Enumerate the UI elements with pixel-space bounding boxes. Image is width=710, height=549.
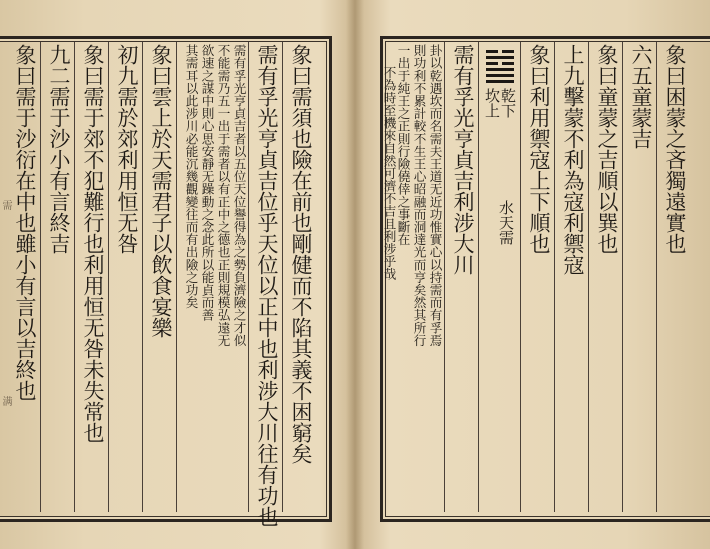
left-commentary-2: 不能需乃五一出于需者以有正中之德也正則規模弘遠无 [215,44,231,347]
hexagram-line [486,56,514,59]
right-commentary-3: 一出于純王之正則行險僥倖之事斷在 [395,44,411,246]
left-rule-2 [248,42,249,512]
left-col-5: 初九需於郊利用恒无咎 [115,44,139,254]
left-col-4: 象曰雲上於天需君子以飲食宴樂 [149,44,173,338]
right-rule-2 [622,42,623,512]
right-commentary-1: 卦以乾遇坎而名需夫王道无近功惟實心以持需而有孚焉 [427,44,443,347]
right-rule-5 [520,42,521,512]
left-col-8: 象曰需于沙衍在中也雖小有言以吉終也 [13,44,37,401]
hexagram-line [486,50,514,53]
right-col-4: 上九擊蒙不利為寇利禦寇 [561,44,585,275]
hexagram-name: 水天需 [497,200,515,245]
right-commentary-2: 則功利不累計較不生王心昭融而洞達光而亨矣然其所行 [411,44,427,347]
left-rule-3 [176,42,177,512]
left-col-7: 九二需于沙小有言終吉 [47,44,71,254]
left-edge-mark-2: 满 [0,396,11,406]
hexagram-xu-icon [486,50,514,86]
right-rule-6 [478,42,479,512]
right-rule-7 [444,42,445,512]
left-col-1: 象曰需須也險在前也剛健而不陷其義不困窮矣 [289,44,313,464]
hexagram-line [486,62,514,65]
trigram-lower-label: 乾下 [499,88,517,118]
left-edge-mark-1: 需 [0,200,11,210]
left-col-6: 象曰需于郊不犯難行也利用恒无咎未失常也 [81,44,105,443]
hexagram-line [486,68,514,71]
left-rule-5 [108,42,109,512]
right-rule-3 [588,42,589,512]
right-commentary-4: 不為時至機來自然可濟不吉且利涉乎哉 [381,66,397,281]
left-commentary-4: 其需耳以此涉川必能沉幾觀變往而有出險之功矣 [183,44,199,309]
left-rule-1 [282,42,283,512]
left-rule-7 [40,42,41,512]
right-col-3: 象曰童蒙之吉順以巽也 [595,44,619,254]
left-page [0,0,352,549]
right-col-1: 象曰困蒙之吝獨遠實也 [663,44,687,254]
left-commentary-1: 需有孚光亨貞吉者以五位天位譽得為之勢負濟險之才似 [231,44,247,347]
left-commentary-3: 欲速之謀中則心思安靜无躁動之念此所以能貞而善 [199,44,215,322]
left-rule-4 [142,42,143,512]
right-rule-4 [554,42,555,512]
trigram-upper-label: 坎上 [483,88,501,118]
hexagram-line [486,74,514,77]
left-rule-6 [74,42,75,512]
right-col-2: 六五童蒙吉 [629,44,653,149]
left-col-2: 需有孚光亨貞吉位乎天位以正中也利涉大川往有功也 [255,44,279,527]
right-col-5: 象曰利用禦寇上下順也 [527,44,551,254]
right-rule-1 [656,42,657,512]
right-col-7: 需有孚光亨貞吉利涉大川 [451,44,475,275]
right-page [358,0,710,549]
hexagram-line [486,80,514,83]
